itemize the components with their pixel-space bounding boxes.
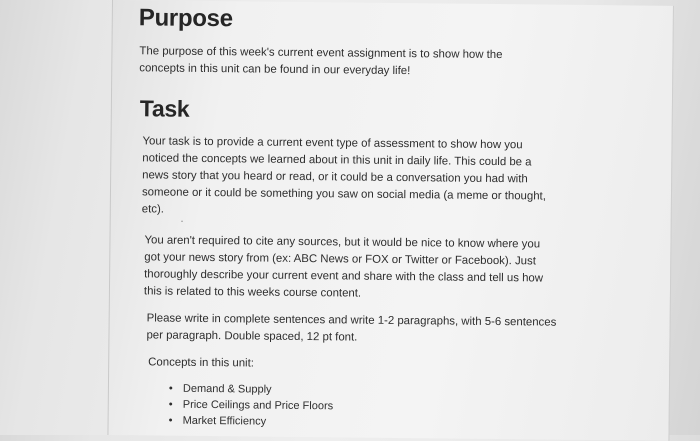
task-paragraph-3: Please write in complete sentences and write 1-2 paragraphs, with 5-6 sentences per paragraph. Double spaced, 12 pt font.: [146, 312, 557, 344]
concept-label: Market Efficiency: [182, 414, 267, 428]
bullet-icon: •: [168, 414, 173, 427]
list-item: [167, 381, 334, 399]
assignment-page: [107, 0, 674, 441]
concept-label: Price Ceilings and Price Floors: [182, 398, 334, 413]
task-heading: Task: [139, 95, 190, 122]
purpose-heading: Purpose: [138, 4, 233, 33]
list-item: [167, 413, 334, 431]
concepts-list: [167, 381, 334, 431]
concept-label: Demand & Supply: [182, 382, 272, 396]
stray-mark: .: [180, 213, 184, 225]
list-item: [167, 397, 334, 415]
purpose-text: The purpose of this week's current event assignment is to show how the concepts in this unit can be found in our everyday life!: [139, 45, 503, 78]
task-paragraph-2: You aren't required to cite any sources, but it would be nice to know where you got your news story from (ex: ABC News or FOX or Twitter or Facebook). Just thoroughly describe your current event and share with the class and tell us how this is related to this weeks course content.: [143, 234, 544, 300]
concepts-label: Concepts in this unit:: [148, 356, 255, 370]
bullet-icon: •: [168, 398, 173, 411]
task-paragraph-1: Your task is to provide a current event type of assessment to show how you noticed the concepts we learned about in this unit in daily life. This could be a news story that you heard or read, or it could be a conversation you had with someone or it could be something you saw on social media (a meme or thought, etc).: [141, 135, 546, 216]
bullet-icon: •: [168, 382, 173, 395]
